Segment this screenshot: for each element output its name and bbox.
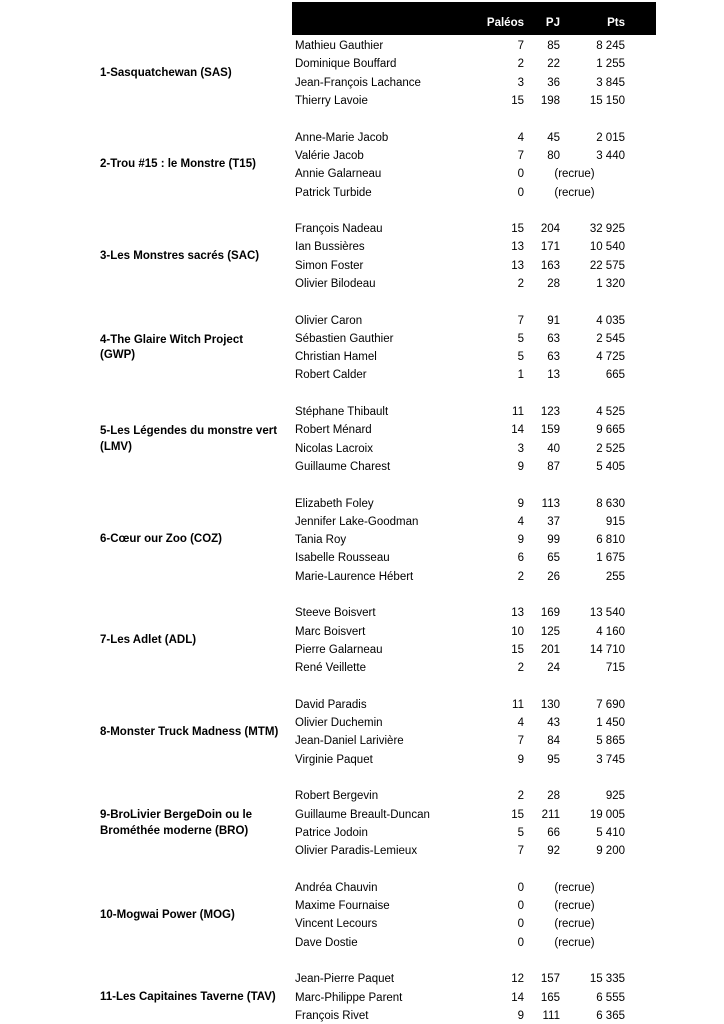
team-block (100, 879, 656, 952)
player-paleos: 7 (517, 149, 524, 162)
player-pj: 198 (540, 95, 560, 108)
team-name: 7-Les Adlet (ADL) (100, 634, 197, 647)
player-paleos: 15 (511, 223, 524, 236)
player-paleos: 2 (517, 570, 524, 583)
player-name: Marie-Laurence Hébert (295, 570, 414, 583)
player-paleos: 13 (511, 607, 524, 620)
player-pj: 45 (547, 131, 560, 144)
player-pts: 4 725 (596, 351, 625, 364)
player-row (292, 641, 656, 659)
player-pj: 26 (547, 570, 560, 583)
player-row (292, 732, 656, 750)
player-row (292, 751, 656, 769)
player-name: Olivier Bilodeau (295, 278, 376, 290)
player-pts: 8 245 (596, 40, 625, 53)
player-list (292, 128, 656, 201)
player-name: Patrice Jodoin (295, 826, 368, 839)
player-name: François Nadeau (295, 223, 383, 236)
player-paleos: 0 (517, 186, 524, 199)
player-pts: 1 320 (596, 278, 625, 290)
player-name: Valérie Jacob (295, 149, 364, 162)
player-row (292, 348, 656, 366)
player-name: Robert Ménard (295, 424, 372, 437)
player-name: François Rivet (295, 1009, 369, 1022)
team-name: 1-Sasquatchewan (SAS) (100, 66, 232, 79)
player-name: Stéphane Thibault (295, 406, 389, 419)
player-paleos: 9 (517, 1009, 524, 1022)
player-pj: 169 (540, 607, 560, 620)
player-pj: 113 (541, 497, 560, 510)
player-pts: 19 005 (589, 808, 625, 821)
player-pts: 1 450 (596, 717, 625, 730)
player-pj: 125 (540, 625, 560, 638)
player-pts: 9 665 (596, 424, 625, 437)
player-name: René Veillette (295, 662, 366, 675)
player-paleos: 5 (517, 332, 524, 345)
player-row (292, 421, 656, 439)
player-paleos: 7 (517, 40, 524, 53)
player-pj: 24 (547, 662, 560, 675)
player-row (292, 92, 656, 110)
player-pts: 15 335 (589, 973, 625, 986)
player-recrue: (recrue) (554, 168, 595, 181)
player-list (292, 970, 656, 1024)
player-pj: 159 (540, 424, 560, 437)
player-pts: 3 745 (596, 753, 625, 766)
player-pj: 201 (540, 643, 560, 656)
team-name: 2-Trou #15 : le Monstre (T15) (100, 158, 256, 171)
player-name: Elizabeth Foley (295, 497, 374, 510)
player-pts: 6 810 (596, 534, 625, 547)
player-row (292, 183, 656, 201)
player-pts: 6 365 (596, 1009, 625, 1022)
player-list (292, 37, 656, 110)
player-name: Vincent Lecours (295, 918, 378, 931)
player-name: Robert Bergevin (295, 790, 379, 803)
team-name: 9-BroLivier BergeDoin ou le Brométhée moderne (BRO) (100, 809, 253, 837)
player-paleos: 11 (512, 406, 524, 419)
player-paleos: 0 (517, 936, 524, 949)
player-pj: 80 (547, 149, 560, 162)
col-header-pts: Pts (607, 17, 625, 29)
player-name: Marc-Philippe Parent (295, 991, 403, 1004)
player-pj: 37 (547, 515, 560, 528)
player-recrue: (recrue) (554, 881, 595, 894)
team-block (100, 37, 656, 110)
player-name: Maxime Fournaise (295, 900, 390, 913)
player-name: Andréa Chauvin (295, 881, 378, 894)
player-list (292, 879, 656, 952)
player-pts: 9 200 (596, 845, 625, 858)
player-name: Jean-François Lachance (295, 76, 421, 89)
player-name: Patrick Turbide (295, 186, 372, 199)
team-block (100, 403, 656, 476)
player-paleos: 4 (517, 515, 524, 528)
player-row (292, 787, 656, 805)
player-row (292, 659, 656, 677)
player-row (292, 440, 656, 458)
player-paleos: 5 (517, 351, 524, 364)
player-row (292, 604, 656, 622)
player-row (292, 403, 656, 421)
player-row (292, 494, 656, 512)
player-row (292, 988, 656, 1006)
player-recrue: (recrue) (554, 918, 595, 931)
player-name: Guillaume Breault-Duncan (295, 808, 430, 821)
player-name: David Paradis (295, 698, 367, 711)
player-row (292, 879, 656, 897)
player-name: Sébastien Gauthier (295, 332, 394, 345)
player-pts: 665 (605, 369, 625, 382)
player-paleos: 13 (511, 259, 524, 272)
player-pj: 43 (547, 717, 560, 730)
team-name: 5-Les Légendes du monstre vert (LMV) (100, 425, 278, 453)
player-name: Nicolas Lacroix (295, 442, 373, 455)
player-paleos: 0 (517, 881, 524, 894)
player-recrue: (recrue) (554, 936, 595, 949)
team-name: 4-The Glaire Witch Project (GWP) (100, 333, 244, 362)
player-list (292, 311, 656, 384)
player-paleos: 4 (517, 131, 524, 144)
player-pts: 4 525 (596, 406, 625, 419)
player-row (292, 220, 656, 238)
player-paleos: 14 (511, 424, 524, 437)
player-list (292, 494, 656, 585)
player-paleos: 11 (512, 698, 524, 711)
player-pj: 40 (547, 442, 560, 455)
player-row (292, 513, 656, 531)
player-name: Tania Roy (295, 534, 347, 547)
player-pts: 5 405 (596, 460, 625, 473)
player-row (292, 458, 656, 476)
player-row (292, 714, 656, 732)
player-pts: 2 545 (596, 332, 625, 345)
player-recrue: (recrue) (554, 186, 595, 199)
player-name: Isabelle Rousseau (295, 552, 390, 565)
player-pj: 36 (547, 76, 560, 89)
player-paleos: 3 (517, 442, 524, 455)
player-pj: 28 (547, 278, 560, 290)
player-name: Jennifer Lake-Goodman (295, 515, 419, 528)
player-paleos: 7 (517, 314, 524, 327)
player-row (292, 1007, 656, 1024)
player-paleos: 9 (517, 753, 524, 766)
player-row (292, 623, 656, 641)
player-paleos: 0 (517, 918, 524, 931)
player-pts: 2 015 (596, 131, 625, 144)
player-row (292, 55, 656, 73)
player-name: Dave Dostie (295, 936, 358, 949)
player-name: Anne-Marie Jacob (295, 131, 389, 144)
player-paleos: 15 (511, 808, 524, 821)
player-pts: 3 845 (596, 76, 625, 89)
player-paleos: 14 (511, 991, 524, 1004)
player-row (292, 275, 656, 293)
player-paleos: 15 (511, 95, 524, 108)
player-row (292, 568, 656, 586)
player-pts: 5 865 (596, 735, 625, 748)
player-name: Annie Galarneau (295, 168, 382, 181)
player-pts: 1 255 (596, 58, 625, 71)
player-pj: 87 (547, 460, 560, 473)
player-pj: 66 (547, 826, 560, 839)
player-pj: 22 (547, 58, 560, 71)
player-pj: 130 (540, 698, 560, 711)
team-name: 3-Les Monstres sacrés (SAC) (100, 249, 260, 262)
team-name: 8-Monster Truck Madness (MTM) (100, 725, 279, 738)
player-list (292, 787, 656, 860)
player-row (292, 147, 656, 165)
player-paleos: 0 (517, 900, 524, 913)
player-name: Dominique Bouffard (295, 58, 397, 71)
player-name: Thierry Lavoie (295, 95, 368, 108)
player-pj: 63 (547, 332, 560, 345)
team-block (100, 604, 656, 677)
player-pj: 92 (547, 845, 560, 858)
player-row (292, 805, 656, 823)
player-paleos: 9 (517, 534, 524, 547)
player-name: Steeve Boisvert (295, 607, 376, 620)
player-name: Virginie Paquet (295, 753, 373, 766)
player-pj: 84 (547, 735, 560, 748)
player-row (292, 824, 656, 842)
player-row (292, 257, 656, 275)
player-pts: 10 540 (589, 241, 625, 254)
player-row (292, 311, 656, 329)
player-paleos: 12 (511, 973, 524, 986)
player-pj: 163 (540, 259, 560, 272)
player-pj: 91 (547, 314, 560, 327)
player-name: Jean-Pierre Paquet (295, 973, 395, 986)
player-row (292, 330, 656, 348)
player-pts: 4 035 (596, 314, 625, 327)
team-name: 11-Les Capitaines Taverne (TAV) (100, 990, 276, 1003)
player-pj: 63 (547, 351, 560, 364)
player-pj: 165 (540, 991, 560, 1004)
player-row (292, 531, 656, 549)
player-row (292, 238, 656, 256)
player-paleos: 4 (517, 717, 524, 730)
player-pts: 715 (605, 662, 625, 675)
player-pj: 211 (541, 808, 560, 821)
player-paleos: 13 (511, 241, 524, 254)
player-pts: 925 (605, 790, 625, 803)
player-pts: 1 675 (596, 552, 625, 565)
player-pts: 3 440 (596, 149, 625, 162)
team-block (100, 787, 656, 860)
teams-container (100, 37, 656, 1024)
player-name: Olivier Paradis-Lemieux (295, 845, 418, 858)
player-paleos: 9 (517, 460, 524, 473)
player-paleos: 1 (517, 369, 524, 382)
player-name: Pierre Galarneau (295, 643, 383, 656)
team-block (100, 311, 656, 384)
player-pj: 85 (547, 40, 560, 53)
team-block (100, 696, 656, 769)
team-name: 6-Cœur our Zoo (COZ) (100, 533, 223, 546)
player-pts: 22 575 (589, 259, 625, 272)
player-pts: 6 555 (596, 991, 625, 1004)
player-paleos: 3 (517, 76, 524, 89)
player-name: Olivier Duchemin (295, 717, 383, 730)
player-pj: 13 (547, 369, 560, 382)
player-row (292, 366, 656, 384)
player-list (292, 604, 656, 677)
team-block (100, 220, 656, 293)
team-block (100, 970, 656, 1024)
player-pj: 123 (540, 406, 560, 419)
table-header-bar (292, 2, 656, 35)
player-list (292, 696, 656, 769)
player-list (292, 220, 656, 293)
team-name: 10-Mogwai Power (MOG) (100, 908, 235, 921)
player-row (292, 970, 656, 988)
player-paleos: 7 (517, 735, 524, 748)
player-name: Jean-Daniel Larivière (295, 735, 404, 748)
player-recrue: (recrue) (554, 900, 595, 913)
player-paleos: 2 (517, 790, 524, 803)
player-row (292, 74, 656, 92)
player-pts: 13 540 (589, 607, 625, 620)
player-row (292, 934, 656, 952)
team-block (100, 494, 656, 585)
player-row (292, 897, 656, 915)
col-header-pj: PJ (545, 17, 560, 29)
player-row (292, 696, 656, 714)
player-pts: 8 630 (596, 497, 625, 510)
player-name: Christian Hamel (295, 351, 377, 364)
player-pj: 111 (542, 1009, 560, 1022)
player-paleos: 10 (511, 625, 524, 638)
player-paleos: 7 (517, 845, 524, 858)
player-row (292, 128, 656, 146)
player-name: Guillaume Charest (295, 460, 391, 473)
player-row (292, 165, 656, 183)
player-name: Mathieu Gauthier (295, 40, 384, 53)
player-pj: 171 (540, 241, 560, 254)
player-pts: 255 (605, 570, 625, 583)
player-paleos: 0 (517, 168, 524, 181)
player-pj: 65 (547, 552, 560, 565)
team-block (100, 128, 656, 201)
player-paleos: 9 (517, 497, 524, 510)
player-pj: 28 (547, 790, 560, 803)
player-paleos: 15 (511, 643, 524, 656)
player-name: Olivier Caron (295, 314, 363, 327)
player-pj: 157 (540, 973, 560, 986)
player-pts: 7 690 (596, 698, 625, 711)
player-pts: 4 160 (596, 625, 625, 638)
player-pts: 5 410 (596, 826, 625, 839)
player-paleos: 6 (517, 552, 524, 565)
player-pts: 2 525 (596, 442, 625, 455)
player-list (292, 403, 656, 476)
player-pj: 95 (547, 753, 560, 766)
player-pts: 15 150 (589, 95, 625, 108)
player-row (292, 915, 656, 933)
player-name: Ian Bussières (295, 241, 365, 254)
player-pts: 14 710 (589, 643, 625, 656)
player-name: Marc Boisvert (295, 625, 366, 638)
player-row (292, 37, 656, 55)
player-pts: 32 925 (589, 223, 625, 236)
player-pj: 99 (547, 534, 560, 547)
player-pts: 915 (605, 515, 625, 528)
player-name: Simon Foster (295, 259, 364, 272)
player-row (292, 549, 656, 567)
player-name: Robert Calder (295, 369, 367, 382)
player-paleos: 5 (517, 826, 524, 839)
player-pj: 204 (540, 223, 560, 236)
player-paleos: 2 (517, 662, 524, 675)
player-paleos: 2 (517, 58, 524, 71)
player-paleos: 2 (517, 278, 524, 290)
col-header-paleos: Paléos (486, 17, 524, 29)
player-row (292, 842, 656, 860)
